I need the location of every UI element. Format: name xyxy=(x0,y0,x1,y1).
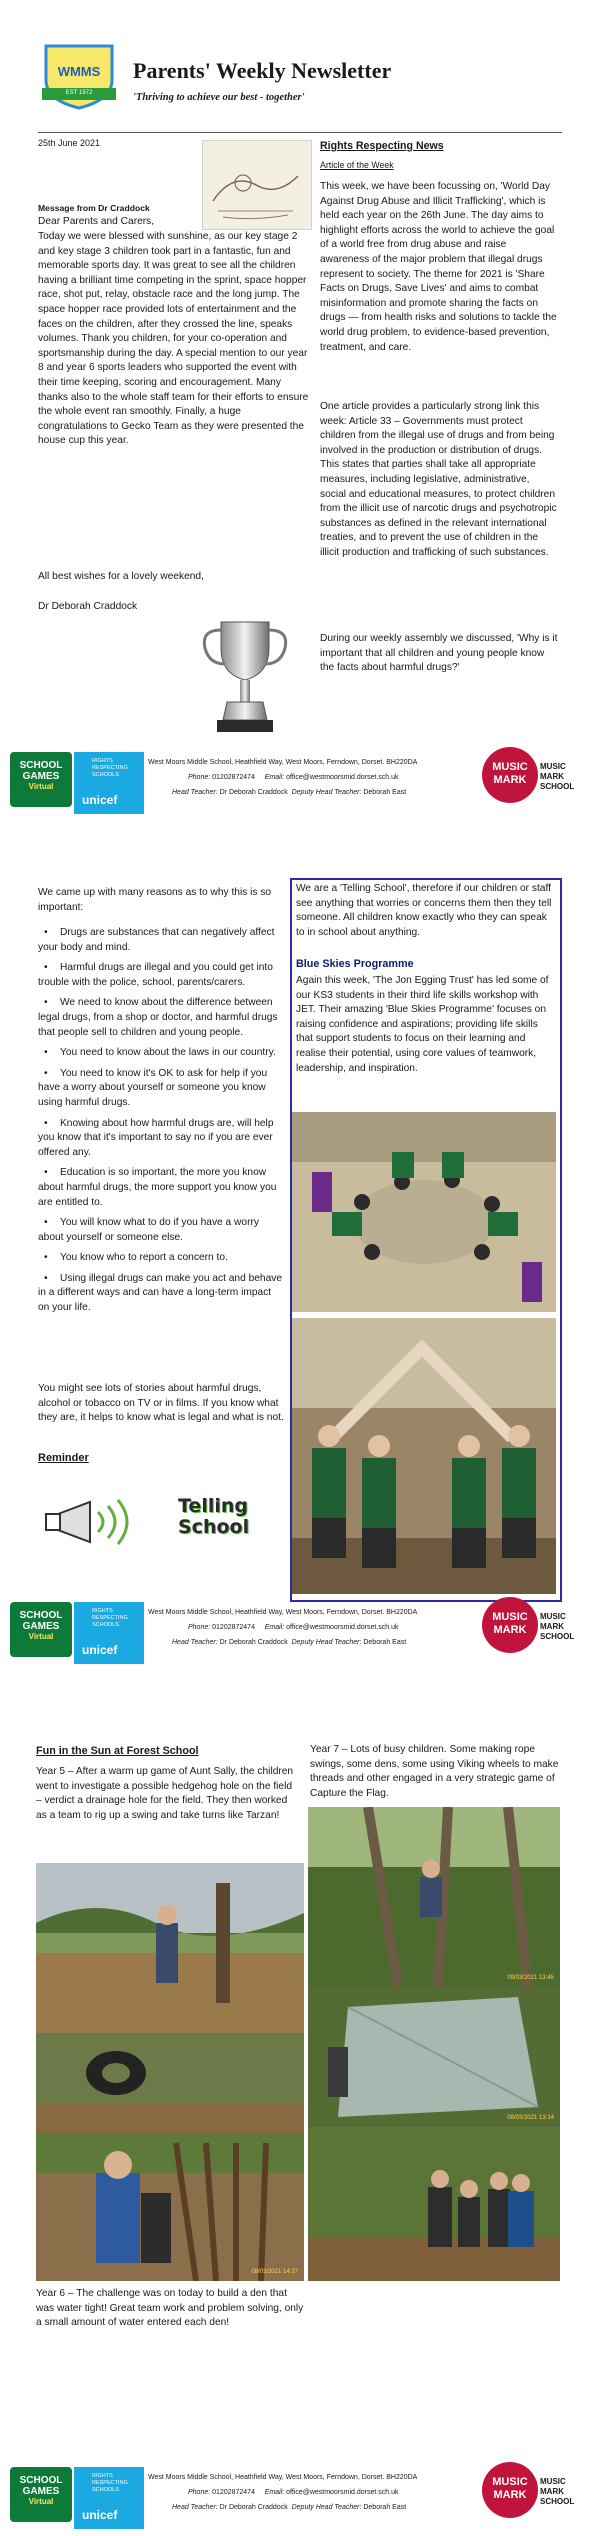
school-logo-text: WMMS xyxy=(57,64,101,79)
message-heading: Message from Dr Craddock xyxy=(38,203,150,213)
footer-contact: Phone: 01202872474 Email: office@westmoorsmid.dorset.sch.uk xyxy=(188,1624,399,1631)
forest-photo-swing xyxy=(36,1863,304,2033)
reason-item: • Knowing about how harmful drugs are, will help you know that it's important to say no if you are ever offered any. xyxy=(38,1117,274,1158)
reasons-closing: You might see lots of stories about harmful drugs, alcohol or tobacco on TV or in films. If you know what they are, it helps to know what is legal and what is not. xyxy=(38,1383,284,1424)
newsletter-page-3 xyxy=(0,1735,595,2535)
rights-respecting-badge: RIGHTS RESPECTING SCHOOLS unicef xyxy=(74,2467,144,2529)
music-mark-badge: MUSIC MARK xyxy=(482,2462,538,2518)
footer-staff: Head Teacher: Dr Deborah Craddock Deputy Head Teacher: Deborah East xyxy=(172,2504,407,2511)
signature-name: Dr Deborah Craddock xyxy=(38,601,138,612)
footer-address: West Moors Middle School, Heathfield Way, West Moors, Ferndown, Dorset. BH220DA xyxy=(148,759,418,766)
reason-item: • We need to know about the difference between legal drugs, from a shop or doctor, and harmful drugs that people sell to children and young people. xyxy=(38,997,278,1038)
reason-item: • You need to know it's OK to ask for help if you have a worry about yourself or someone you know using harmful drugs. xyxy=(38,1067,268,1108)
footer-staff: Head Teacher: Dr Deborah Craddock Deputy Head Teacher: Deborah East xyxy=(172,789,407,796)
year5-text: Year 5 – After a warm up game of Aunt Sally, the children went to investigate a possible hedgehog hole on the field – verdict a drainage hole for the field. They then worked as a team to rig up a swing and take turns like Tarzan! xyxy=(36,1766,294,1821)
reminder-heading: Reminder xyxy=(38,1452,89,1464)
forest-photo-den: 08/03/2021 14:37 xyxy=(36,2133,304,2281)
footer-address: West Moors Middle School, Heathfield Way, West Moors, Ferndown, Dorset. BH220DA xyxy=(148,2474,418,2481)
school-games-badge: SCHOOL GAMES Virtual xyxy=(10,2467,72,2522)
trophy-image xyxy=(195,608,295,740)
reason-item: • Education is so important, the more you know about harmful drugs, the more support you know you are entitled to. xyxy=(38,1167,277,1208)
reasons-list xyxy=(38,926,284,1322)
sports-sketch-image xyxy=(202,140,312,230)
newsletter-page-1 xyxy=(0,0,595,807)
newsletter-page-2 xyxy=(0,870,595,1670)
reason-item: • You need to know about the laws in our country. xyxy=(44,1047,276,1059)
rights-heading: Rights Respecting News xyxy=(320,140,444,152)
reason-item: • Using illegal drugs can make you act and behave in a different ways and can have a long-term impact on your life. xyxy=(38,1272,282,1314)
footer-address: West Moors Middle School, Heathfield Way, West Moors, Ferndown, Dorset. BH220DA xyxy=(148,1609,418,1616)
forest-photo-tarp: 08/03/2021 13:14 xyxy=(308,1987,560,2127)
forest-photo-tyre xyxy=(36,2033,304,2133)
message-sign-off: All best wishes for a lovely weekend, xyxy=(38,571,204,582)
year6-text: Year 6 – The challenge was on today to build a den that was water tight! Great team work and problem solving, only a small amount of water entered each den! xyxy=(36,2288,304,2329)
rights-subheading: Article of the Week xyxy=(320,160,394,170)
school-logo xyxy=(40,42,118,110)
issue-date: 25th June 2021 xyxy=(38,138,101,148)
newsletter-motto: 'Thriving to achieve our best - together' xyxy=(133,92,305,103)
footer-contact: Phone: 01202872474 Email: office@westmoorsmid.dorset.sch.uk xyxy=(188,2489,399,2496)
forest-photo-tree: 09/03/2021 13:45 xyxy=(308,1807,560,1987)
blue-skies-body: Again this week, 'The Jon Egging Trust' has led some of our KS3 students in their third life skills workshop with JET. Their amazing 'Blue Skies Programme' focuses on raising confidence and aspirations; providing life skills that support students to focus on their learning and realise their potential, using core values of teamwork, leadership, and inspiration. xyxy=(296,975,549,1074)
rights-body-1: This week, we have been focussing on, 'World Day Against Drug Abuse and Illicit Trafficking', which is held each year on the 26th June. The day aims to highlight efforts across the world to achieve the goal of a world free from drug abuse and raise awareness of the major problem that illegal drugs represent to society. The theme for 2021 is 'Share Facts on Drugs, Save Lives' and aims to combat misinformation and promote sharing the facts on drugs — from health risks and solutions to tackle the world drug problem, to evidence-based prevention, treatment, and care. xyxy=(320,181,557,353)
footer-contact: Phone: 01202872474 Email: office@westmoorsmid.dorset.sch.uk xyxy=(188,774,399,781)
rights-body-2: One article provides a particularly strong link this week: Article 33 – Governments must protect children from the illegal use of drugs and from being involved in the production or distribution of drugs. This states that parties shall take all appropriate measures, including legislative, administrative, social and educational measures, to protect children from the illicit use of narcotic drugs and psychotropic substances as defined in the relevant international treaties, and to prevent the use of children in the illicit production and trafficking of such substances. xyxy=(320,401,557,558)
forest-school-heading: Fun in the Sun at Forest School xyxy=(36,1745,199,1757)
reason-item: • Harmful drugs are illegal and you could get into trouble with the police, school, parents/carers. xyxy=(38,962,273,988)
rights-body-3: During our weekly assembly we discussed, 'Why is it important that all children and young people know the facts about harmful drugs?' xyxy=(320,633,558,674)
footer-staff: Head Teacher: Dr Deborah Craddock Deputy Head Teacher: Deborah East xyxy=(172,1639,407,1646)
telling-school-text: We are a 'Telling School', therefore if our children or staff see anything that worries or concerns them then they tell someone. All children know exactly who they can speak to in school about anything. xyxy=(296,883,552,938)
year7-text: Year 7 – Lots of busy children. Some making rope swings, some dens, some using Viking wheels to make threads and other engaged in a very strategic game of Capture the Flag. xyxy=(310,1744,559,1799)
rights-respecting-badge: RIGHTS RESPECTING SCHOOLS unicef xyxy=(74,1602,144,1664)
music-mark-school-label: MUSIC MARK SCHOOL xyxy=(540,762,575,791)
message-body: Today we were blessed with sunshine, as our key stage 2 and key stage 3 children took part in a fantastic, fun and memorable sports day. It was great to see all the children having a brilliant time competing in the sprint, space hopper race, shot put, relay, obstacle race and the long jump. The space hopper race provided lots of entertainment and the faces on the children, after they crossed the line, speaks volumes. Thank you children, for your co-operation and sportsmanship during the day. A special mention to our year 8 and year 6 sports leaders who supported the event with their time keeping, scoring and encouragement. Many thanks also to the whole staff team for their efforts to ensure the whole event ran smoothly. Finally, a huge congratulations to Gecko Team as they were presented the house cup this year. xyxy=(38,231,309,447)
music-mark-badge: MUSIC MARK xyxy=(482,747,538,803)
rights-respecting-badge: RIGHTS RESPECTING SCHOOLS unicef xyxy=(74,752,144,814)
header-divider xyxy=(38,132,562,133)
school-games-badge: SCHOOL GAMES Virtual xyxy=(10,1602,72,1657)
reason-item: • You will know what to do if you have a worry about yourself or someone else. xyxy=(38,1217,259,1243)
music-mark-school-label: MUSIC MARK SCHOOL xyxy=(540,2477,575,2506)
reasons-intro: We came up with many reasons as to why this is so important: xyxy=(38,887,272,913)
telling-school-logo: Telling School xyxy=(38,1492,278,1552)
message-salutation: Dear Parents and Carers, xyxy=(38,216,155,227)
forest-photo-group xyxy=(308,2127,560,2281)
blue-skies-photo-2 xyxy=(292,1318,556,1594)
reason-item: • You know who to report a concern to. xyxy=(44,1252,228,1264)
blue-skies-heading: Blue Skies Programme xyxy=(296,958,414,970)
school-games-badge: SCHOOL GAMES Virtual xyxy=(10,752,72,807)
school-logo-ribbon: EST 1972 xyxy=(65,90,93,96)
blue-skies-photo-1 xyxy=(292,1112,556,1312)
music-mark-badge: MUSIC MARK xyxy=(482,1597,538,1653)
music-mark-school-label: MUSIC MARK SCHOOL xyxy=(540,1612,575,1641)
newsletter-title: Parents' Weekly Newsletter xyxy=(133,58,392,83)
reason-item: • Drugs are substances that can negatively affect your body and mind. xyxy=(38,927,275,953)
